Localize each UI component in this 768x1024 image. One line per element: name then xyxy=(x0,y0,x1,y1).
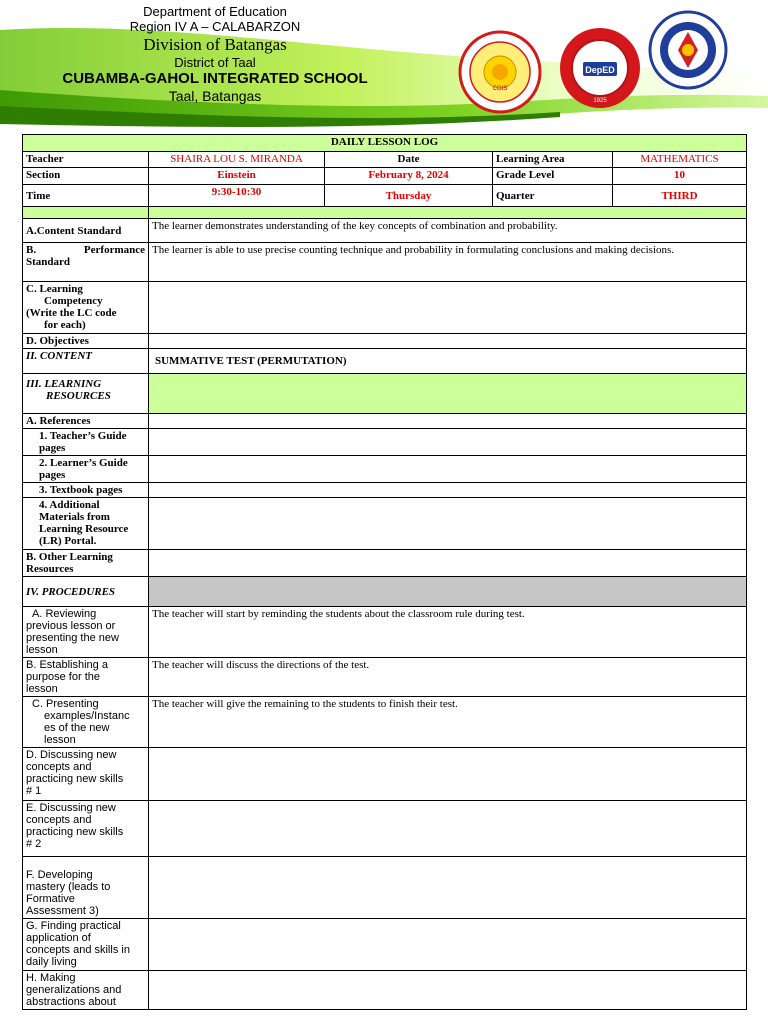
label-line: C. Presenting xyxy=(32,698,99,710)
label-line: A. Reviewing xyxy=(32,608,97,620)
label-line: lesson xyxy=(44,734,76,746)
teachers-guide-label xyxy=(23,429,149,456)
svg-text:1925: 1925 xyxy=(593,98,607,104)
table-row xyxy=(23,483,747,498)
learning-resources-value xyxy=(149,374,747,414)
procedure-g-value xyxy=(149,919,747,971)
table-row xyxy=(23,550,747,577)
label-line: abstractions about xyxy=(26,996,116,1008)
time-value: 9:30-10:30 xyxy=(149,185,325,207)
department-name: Department of Education xyxy=(143,4,287,19)
label-line: # 1 xyxy=(26,785,42,797)
label-line: presenting the new xyxy=(26,632,119,644)
region-name: Region IV A – CALABARZON xyxy=(129,19,301,35)
table-row xyxy=(23,135,747,152)
procedure-e-value xyxy=(149,801,747,857)
label-line: RESOURCES xyxy=(46,390,111,402)
label-line: application of xyxy=(26,932,91,944)
table-row xyxy=(23,334,747,349)
procedure-b-value: The teacher will discuss the directions of the test. xyxy=(149,658,747,697)
table-row xyxy=(23,168,747,185)
label-line: mastery (leads to xyxy=(26,881,111,893)
label-line: Formative xyxy=(26,893,75,905)
label-line: F. Developing xyxy=(26,869,93,881)
label-line: for each) xyxy=(44,319,86,331)
learning-competency-value xyxy=(149,282,747,334)
procedure-f-value xyxy=(149,857,747,919)
log-title: DAILY LESSON LOG xyxy=(23,135,747,152)
table-row xyxy=(23,971,747,1010)
procedures-header-value xyxy=(149,577,747,607)
label-line: # 2 xyxy=(26,838,42,850)
learning-area-label: Learning Area xyxy=(493,152,613,168)
table-row xyxy=(23,658,747,697)
label-line: Learning Resource xyxy=(39,523,129,535)
quarter-label: Quarter xyxy=(493,185,613,207)
objectives-value xyxy=(149,334,747,349)
svg-text:CGIS: CGIS xyxy=(492,86,508,92)
learners-guide-value xyxy=(149,456,747,483)
label-line: previous lesson or xyxy=(26,620,116,632)
label-line: daily living xyxy=(26,956,77,968)
quarter-value: THIRD xyxy=(613,185,747,207)
label-line: concepts and skills in xyxy=(26,944,130,956)
daily-lesson-log-table xyxy=(22,134,747,1010)
procedure-h-label xyxy=(23,971,149,1010)
performance-standard-label-part: Performance xyxy=(83,244,145,256)
division-seal-logo xyxy=(555,26,645,110)
label-line: 2. Learner’s Guide xyxy=(39,457,128,469)
procedure-g-label xyxy=(23,919,149,971)
teacher-label: Teacher xyxy=(23,152,149,168)
procedure-b-label xyxy=(23,658,149,697)
label-line: C. Learning xyxy=(26,283,83,295)
label-line: G. Finding practical xyxy=(26,920,121,932)
references-label: A. References xyxy=(23,414,149,429)
learning-competency-label xyxy=(23,282,149,334)
content-label: II. CONTENT xyxy=(23,349,149,374)
learners-guide-label xyxy=(23,456,149,483)
learning-area-value: MATHEMATICS xyxy=(613,152,747,168)
day-value: Thursday xyxy=(325,185,493,207)
district-name: District of Taal xyxy=(174,54,256,70)
table-row xyxy=(23,857,747,919)
label-line: Resources xyxy=(26,563,74,575)
procedure-h-value xyxy=(149,971,747,1010)
table-row xyxy=(23,607,747,658)
additional-materials-value xyxy=(149,498,747,550)
table-row xyxy=(23,801,747,857)
label-line: practicing new skills xyxy=(26,773,124,785)
date-label: Date xyxy=(325,152,493,168)
table-row xyxy=(23,282,747,334)
svg-text:DepED: DepED xyxy=(585,65,615,75)
label-line: es of the new xyxy=(44,722,110,734)
table-row xyxy=(23,577,747,607)
label-line: D. Discussing new xyxy=(26,749,117,761)
lesson-date-value: February 8, 2024 xyxy=(325,168,493,185)
procedure-e-label xyxy=(23,801,149,857)
teacher-value: SHAIRA LOU S. MIRANDA xyxy=(149,152,325,168)
label-line: III. LEARNING xyxy=(26,378,102,390)
label-line: H. Making xyxy=(26,972,76,984)
content-standard-value: The learner demonstrates understanding of the key concepts of combination and probability. xyxy=(149,219,747,243)
table-row xyxy=(23,697,747,748)
label-line: B. Other Learning xyxy=(26,551,113,563)
other-resources-label xyxy=(23,550,149,577)
table-row xyxy=(23,243,747,282)
additional-materials-label xyxy=(23,498,149,550)
section-label: Section xyxy=(23,168,149,185)
grade-level-label: Grade Level xyxy=(493,168,613,185)
table-row xyxy=(23,748,747,801)
table-row xyxy=(23,219,747,243)
table-row xyxy=(23,429,747,456)
label-line: B. Establishing a xyxy=(26,659,108,671)
deped-seal-logo xyxy=(648,8,728,92)
label-line: pages xyxy=(39,442,66,454)
label-line: lesson xyxy=(26,644,58,656)
learning-resources-label xyxy=(23,374,149,414)
label-line: Competency xyxy=(44,295,103,307)
performance-standard-label-part: B. xyxy=(26,244,37,256)
label-line: (LR) Portal. xyxy=(39,535,97,547)
references-value xyxy=(149,414,747,429)
label-line: pages xyxy=(39,469,66,481)
header-text-block xyxy=(0,4,430,104)
procedure-d-value xyxy=(149,748,747,801)
section-value: Einstein xyxy=(149,168,325,185)
label-line: generalizations and xyxy=(26,984,122,996)
label-line: (Write the LC code xyxy=(26,307,117,319)
table-row xyxy=(23,498,747,550)
table-row xyxy=(23,374,747,414)
label-line: Materials from xyxy=(39,511,110,523)
time-label: Time xyxy=(23,185,149,207)
content-value: SUMMATIVE TEST (PERMUTATION) xyxy=(149,349,747,374)
grade-level-value: 10 xyxy=(613,168,747,185)
table-row xyxy=(23,456,747,483)
document-header xyxy=(0,0,768,132)
label-line: Assessment 3) xyxy=(26,905,99,917)
performance-standard-label xyxy=(23,243,149,282)
procedure-f-label xyxy=(23,857,149,919)
procedure-c-label xyxy=(23,697,149,748)
school-location: Taal, Batangas xyxy=(168,87,262,104)
label-line: lesson xyxy=(26,683,58,695)
label-line: examples/Instanc xyxy=(44,710,130,722)
label-line: concepts and xyxy=(26,814,92,826)
procedure-d-label xyxy=(23,748,149,801)
procedure-c-value: The teacher will give the remaining to the students to finish their test. xyxy=(149,697,747,748)
procedure-a-label xyxy=(23,607,149,658)
performance-standard-value: The learner is able to use precise counting technique and probability in formulating conclusions and making decisions. xyxy=(149,243,747,282)
table-row xyxy=(23,349,747,374)
label-line: practicing new skills xyxy=(26,826,124,838)
division-name: Division of Batangas xyxy=(143,34,287,54)
table-row xyxy=(23,185,747,207)
label-line: 1. Teacher’s Guide xyxy=(39,430,127,442)
school-seal-logo xyxy=(458,30,542,114)
label-line: concepts and xyxy=(26,761,92,773)
textbook-pages-label: 3. Textbook pages xyxy=(23,483,149,498)
spacer-cell xyxy=(23,207,149,219)
spacer-cell xyxy=(149,207,747,219)
school-name: CUBAMBA-GAHOL INTEGRATED SCHOOL xyxy=(62,70,368,88)
content-standard-label: A.Content Standard xyxy=(23,219,149,243)
performance-standard-label-part: Standard xyxy=(26,256,71,268)
label-line: purpose for the xyxy=(26,671,100,683)
textbook-pages-value xyxy=(149,483,747,498)
table-row xyxy=(23,414,747,429)
objectives-label: D. Objectives xyxy=(23,334,149,349)
procedure-a-value: The teacher will start by reminding the students about the classroom rule during test. xyxy=(149,607,747,658)
table-row xyxy=(23,919,747,971)
other-resources-value xyxy=(149,550,747,577)
label-line: E. Discussing new xyxy=(26,802,116,814)
procedures-label: IV. PROCEDURES xyxy=(23,577,149,607)
table-row xyxy=(23,207,747,219)
table-row xyxy=(23,152,747,168)
label-line: 4. Additional xyxy=(39,499,100,511)
teachers-guide-value xyxy=(149,429,747,456)
